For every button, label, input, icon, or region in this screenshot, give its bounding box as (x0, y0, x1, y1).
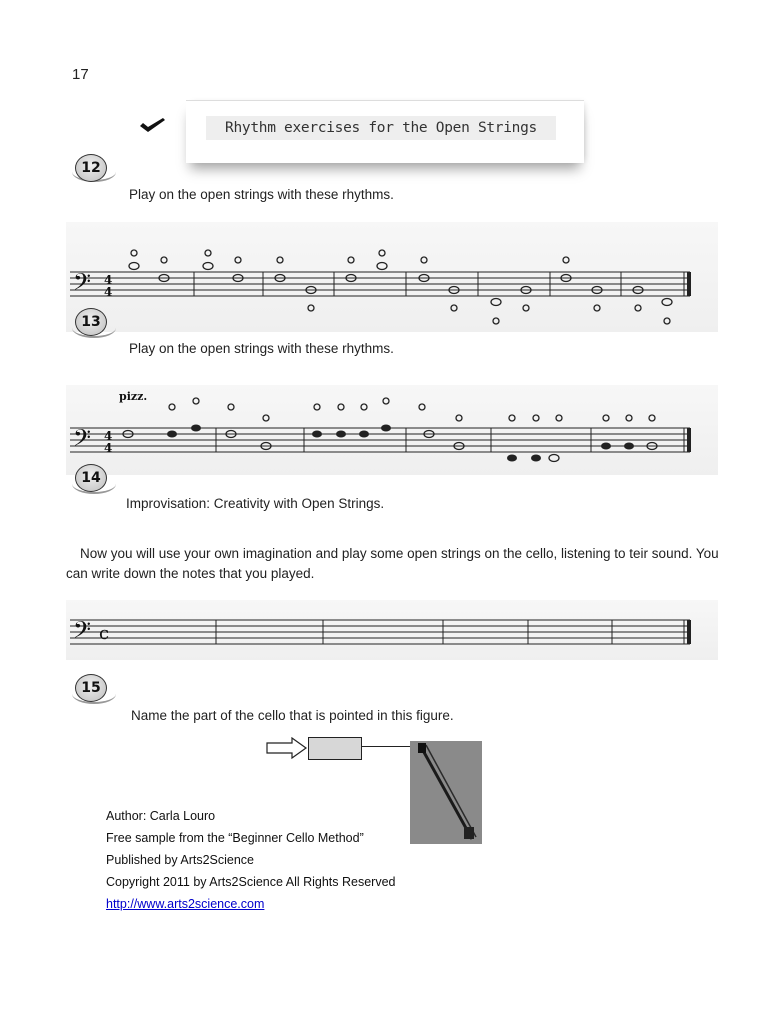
svg-text:4: 4 (104, 273, 113, 287)
exercise-number-badge: 13 (75, 308, 107, 336)
pizz-marking: pizz. (119, 390, 148, 403)
svg-text:c: c (99, 623, 110, 644)
answer-box[interactable] (308, 737, 362, 760)
cello-bow-photo (410, 741, 482, 844)
music-staff-13 (66, 385, 718, 475)
credit-author: Author: Carla Louro (106, 809, 216, 823)
exercise-instruction: Improvisation: Creativity with Open Strings. (126, 496, 385, 511)
exercise-number-badge: 14 (75, 464, 107, 492)
exercise-instruction: Play on the open strings with these rhythms. (129, 187, 394, 202)
svg-text:𝄢: 𝄢 (73, 616, 92, 649)
exercise-instruction: Play on the open strings with these rhythms. (129, 341, 394, 356)
page-number: 17 (72, 66, 89, 83)
music-staff-14 (66, 600, 718, 660)
check-icon (138, 115, 168, 135)
credit-copyright: Copyright 2011 by Arts2Science All Rights Reserved (106, 875, 396, 889)
exercise-number-badge: 12 (75, 154, 107, 182)
credit-publisher: Published by Arts2Science (106, 853, 255, 867)
svg-text:𝄢: 𝄢 (73, 424, 92, 457)
music-staff-12 (66, 222, 718, 332)
svg-text:4: 4 (104, 429, 113, 443)
banner-title: Rhythm exercises for the Open Strings (206, 116, 556, 140)
website-link[interactable]: http://www.arts2science.com (106, 897, 265, 911)
exercise-number-badge: 15 (75, 674, 107, 702)
pointer-line (361, 746, 411, 747)
exercise-paragraph: Now you will use your own imagination and play some open strings on the cello, listening to teir sound. You can write down the notes that you played. (66, 546, 719, 581)
arrow-right-icon (266, 737, 308, 764)
svg-text:4: 4 (104, 285, 113, 299)
credit-sample: Free sample from the “Beginner Cello Method” (106, 831, 364, 845)
svg-text:4: 4 (104, 441, 113, 455)
svg-text:𝄢: 𝄢 (73, 268, 92, 301)
exercise-instruction: Name the part of the cello that is pointed in this figure. (131, 708, 454, 723)
